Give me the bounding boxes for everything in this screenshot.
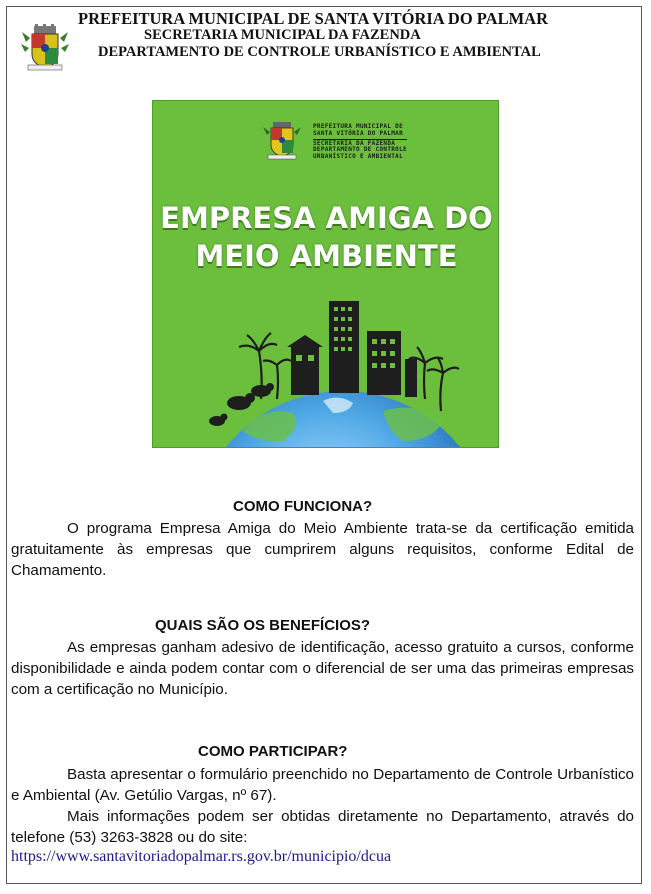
header-line-prefeitura: PREFEITURA MUNICIPAL DE SANTA VITÓRIA DO PALMAR (78, 9, 548, 28)
banner-title-line1: EMPRESA AMIGA DO (160, 201, 493, 235)
section-title-como-participar: COMO PARTICIPAR? (198, 743, 348, 760)
banner-org-text: PREFEITURA MUNICIPAL DE SANTA VITÓRIA DO PALMAR SECRETARIA DA FAZENDA DEPARTAMENTO DE CONTROLE URBANÍSTICO E AMBIENTAL (313, 123, 407, 161)
dcua-website-link[interactable]: https://www.santavitoriadopalmar.rs.gov.br/municipio/dcua (11, 848, 392, 865)
header-line-departamento: DEPARTAMENTO DE CONTROLE URBANÍSTICO E AMBIENTAL (98, 44, 541, 60)
banner-title-line2: MEIO AMBIENTE (195, 239, 458, 273)
banner-title (153, 199, 499, 275)
earth-city-illustration (153, 281, 499, 448)
paragraph-como-participar: Basta apresentar o formulário preenchido no Departamento de Controle Urbanístico e Ambiental (Av. Getúlio Vargas, nº 67). (11, 766, 634, 804)
municipal-crest-icon (20, 22, 70, 72)
banner-crest-icon (263, 119, 301, 161)
section-title-como-funciona: COMO FUNCIONA? (233, 498, 373, 515)
paragraph-como-funciona: O programa Empresa Amiga do Meio Ambiente trata-se da certificação emitida gratuitamente às empresas que cumprirem alguns requisitos, conforme Edital de Chamamento. (11, 520, 634, 579)
document-header (0, 0, 651, 80)
campaign-banner (152, 100, 499, 448)
header-line-secretaria: SECRETARIA MUNICIPAL DA FAZENDA (144, 27, 421, 43)
paragraph-mais-informacoes: Mais informações podem ser obtidas diretamente no Departamento, através do telefone (53) 3263-3828 ou do site: (11, 808, 634, 846)
section-title-beneficios: QUAIS SÃO OS BENEFÍCIOS? (155, 617, 371, 634)
paragraph-beneficios: As empresas ganham adesivo de identificação, acesso gratuito a cursos, conforme disponibilidade e ainda podem contar com o diferencial de ser uma das primeiras empresas com a certificação no Município. (11, 639, 634, 698)
